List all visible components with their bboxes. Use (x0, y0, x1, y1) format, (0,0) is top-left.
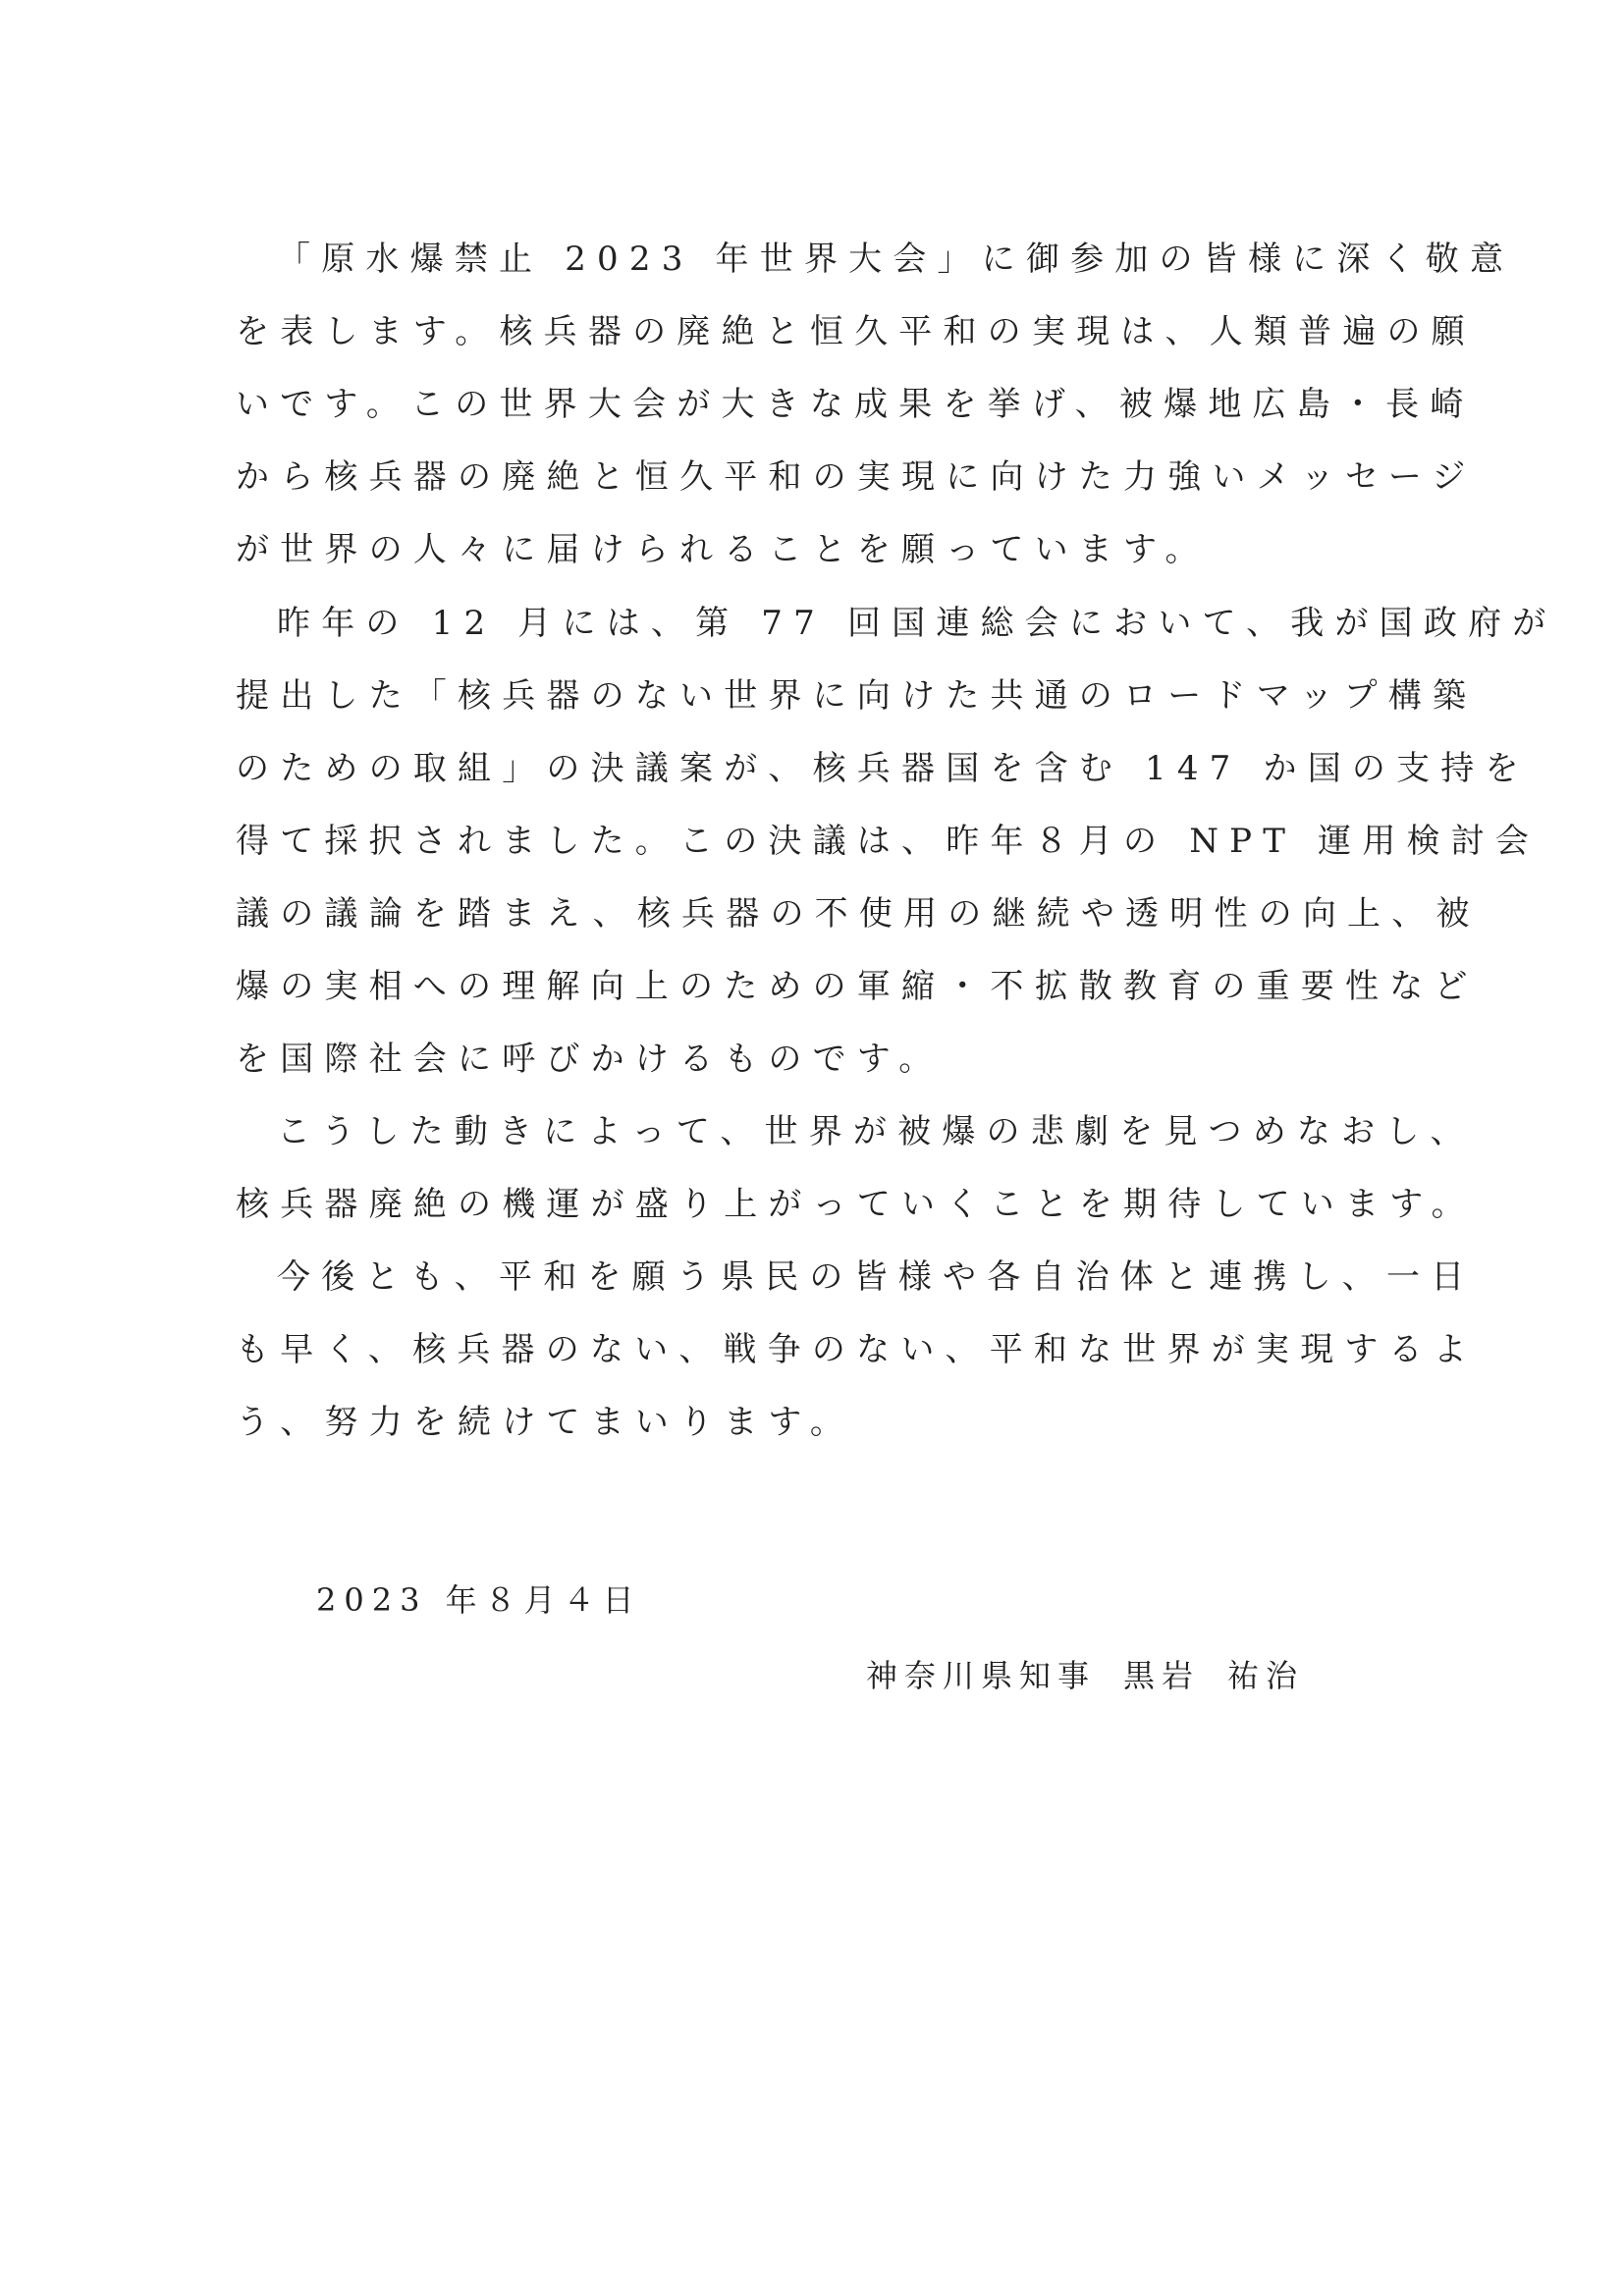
paragraph-1-line-2: を表します。核兵器の廃絶と恒久平和の実現は、人類普遍の願 (236, 312, 1476, 351)
paragraph-4-line-1: 今後とも、平和を願う県民の皆様や各自治体と連携し、一日 (277, 1257, 1476, 1297)
paragraph-1-line-4: から核兵器の廃絶と恒久平和の実現に向けた力強いメッセージ (236, 457, 1477, 497)
signature-surname: 黒岩 (1123, 1657, 1201, 1694)
document-date: 2023 年８月４日 (316, 1581, 642, 1619)
paragraph-4-line-2: も早く、核兵器のない、戦争のない、平和な世界が実現するよ (236, 1330, 1478, 1369)
paragraph-4-line-3: う、努力を続けてまいります。 (236, 1403, 855, 1442)
paragraph-2-line-3: のための取組」の決議案が、核兵器国を含む 147 か国の支持を (236, 749, 1530, 788)
paragraph-3-line-2: 核兵器廃絶の機運が盛り上がっていくことを期待しています。 (236, 1185, 1476, 1224)
paragraph-2-line-1: 昨年の 12 月には、第 77 回国連総会において、我が国政府が (277, 604, 1557, 643)
paragraph-3-line-1: こうした動きによって、世界が被爆の悲劇を見つめなおし、 (277, 1112, 1475, 1151)
paragraph-1-line-5: が世界の人々に届けられることを願っています。 (236, 530, 1210, 569)
signature-block (866, 1656, 1304, 1695)
paragraph-1-line-3: いです。この世界大会が大きな成果を挙げ、被爆地広島・長崎 (236, 385, 1475, 424)
paragraph-2-line-6: 爆の実相への理解向上のための軍縮・不拡散教育の重要性など (236, 967, 1479, 1006)
paragraph-2-line-4: 得て採択されました。この決議は、昨年８月の NPT 運用検討会 (236, 822, 1541, 861)
paragraph-2-line-7: を国際社会に呼びかけるものです。 (236, 1040, 944, 1079)
signature-title: 神奈川県知事 (866, 1657, 1097, 1694)
signature-given-name: 祐治 (1227, 1657, 1305, 1694)
paragraph-2-line-2: 提出した「核兵器のない世界に向けた共通のロードマップ構築 (236, 676, 1478, 716)
paragraph-2-line-5: 議の議論を踏まえ、核兵器の不使用の継続や透明性の向上、被 (236, 894, 1481, 934)
paragraph-1-line-1: 「原水爆禁止 2023 年世界大会」に御参加の皆様に深く敬意 (277, 240, 1515, 279)
